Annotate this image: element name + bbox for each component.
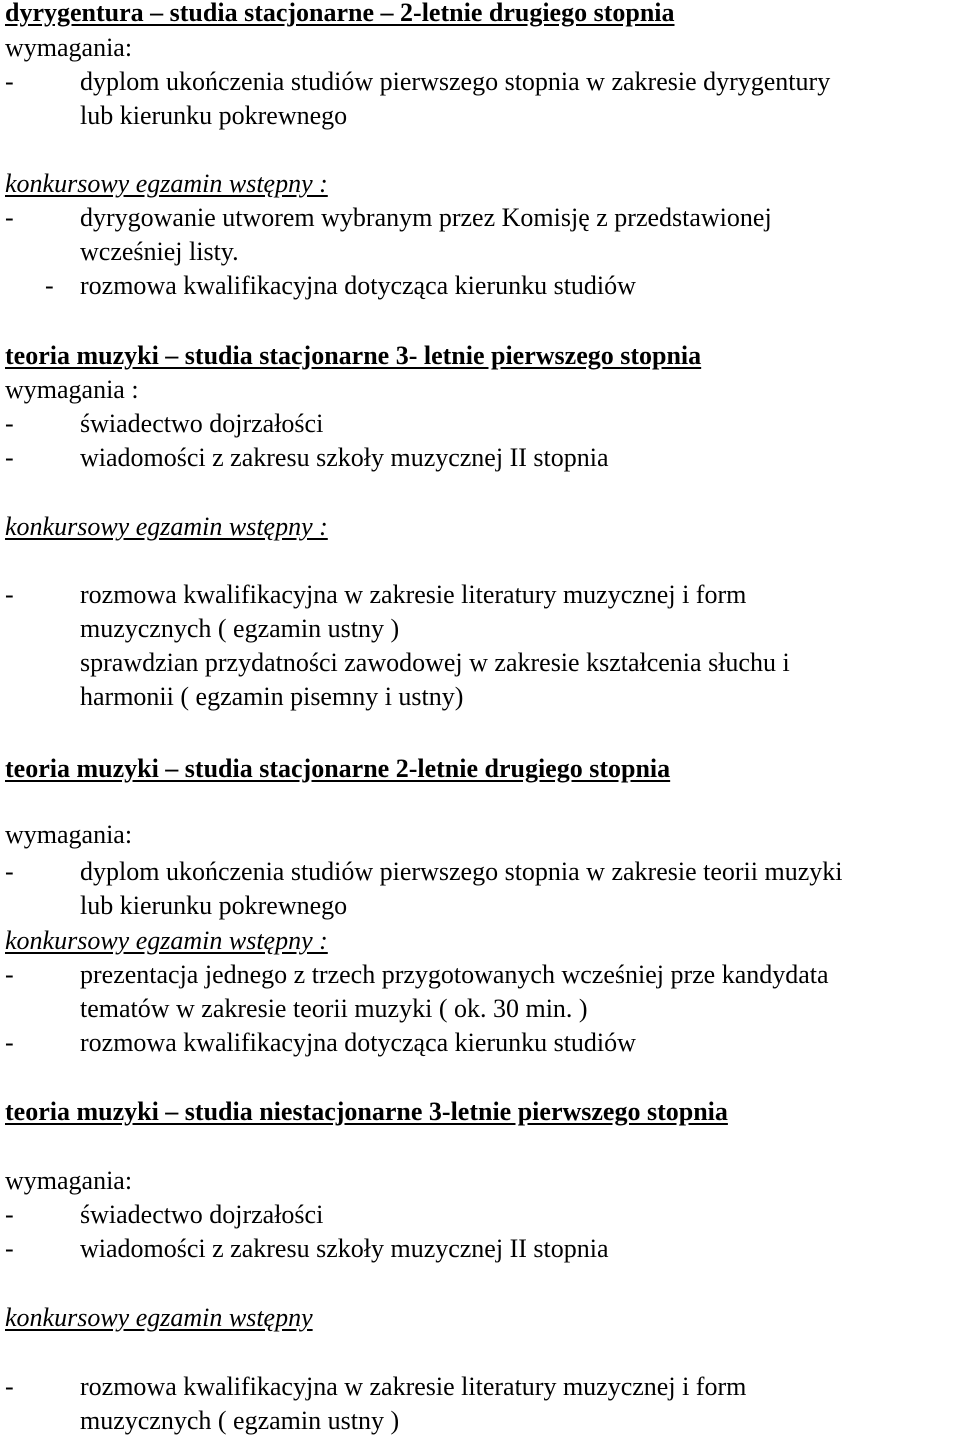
dash: - [5,443,14,472]
exam-item-text: rozmowa kwalifikacyjna dotycząca kierunku studiów [80,1028,636,1057]
dash: - [5,857,14,886]
requirement-text: wiadomości z zakresu szkoły muzycznej II stopnia [80,1234,609,1263]
section-heading-teoria-3-stacjonarne: teoria muzyki – studia stacjonarne 3- letnie pierwszego stopnia [5,341,702,370]
exam-label: konkursowy egzamin wstępny : [5,169,328,198]
exam-item-continuation: wcześniej listy. [80,237,239,266]
exam-item-continuation: harmonii ( egzamin pisemny i ustny) [80,682,464,711]
section-heading-teoria-2-stacjonarne: teoria muzyki – studia stacjonarne 2-letnie drugiego stopnia [5,754,671,783]
requirements-label: wymagania: [5,1166,133,1195]
exam-item-text: prezentacja jednego z trzech przygotowanych wcześniej prze kandydata [80,960,829,989]
exam-item-text: rozmowa kwalifikacyjna w zakresie literatury muzycznej i form [80,580,747,609]
dash: - [5,203,14,232]
section-heading-teoria-niestacjonarne: teoria muzyki – studia niestacjonarne 3-letnie pierwszego stopnia [5,1097,728,1126]
dash: - [5,409,14,438]
exam-item-text: rozmowa kwalifikacyjna dotycząca kierunku studiów [80,271,636,300]
exam-label: konkursowy egzamin wstępny : [5,926,328,955]
exam-item-continuation: muzycznych ( egzamin ustny ) [80,614,400,643]
dash: - [45,271,54,300]
requirements-label: wymagania: [5,33,133,62]
exam-item-continuation: sprawdzian przydatności zawodowej w zakresie kształcenia słuchu i [80,648,790,677]
requirement-text: wiadomości z zakresu szkoły muzycznej II stopnia [80,443,609,472]
dash: - [5,1372,14,1401]
exam-label: konkursowy egzamin wstępny [5,1303,313,1332]
requirements-label: wymagania : [5,375,139,404]
dash: - [5,1234,14,1263]
requirement-text: świadectwo dojrzałości [80,409,324,438]
dash: - [5,67,14,96]
requirement-continuation: lub kierunku pokrewnego [80,101,348,130]
exam-item-text: rozmowa kwalifikacyjna w zakresie literatury muzycznej i form [80,1372,747,1401]
requirement-text: dyplom ukończenia studiów pierwszego stopnia w zakresie teorii muzyki [80,857,843,886]
dash: - [5,580,14,609]
exam-label: konkursowy egzamin wstępny : [5,512,328,541]
exam-item-text: dyrygowanie utworem wybranym przez Komisję z przedstawionej [80,203,772,232]
exam-item-continuation: tematów w zakresie teorii muzyki ( ok. 30 min. ) [80,994,588,1023]
dash: - [5,960,14,989]
requirement-text: świadectwo dojrzałości [80,1200,324,1229]
exam-item-continuation: muzycznych ( egzamin ustny ) [80,1406,400,1435]
dash: - [5,1200,14,1229]
requirement-continuation: lub kierunku pokrewnego [80,891,348,920]
requirements-label: wymagania: [5,820,133,849]
section-heading-dyrygentura: dyrygentura – studia stacjonarne – 2-letnie drugiego stopnia [5,0,675,27]
dash: - [5,1028,14,1057]
requirement-text: dyplom ukończenia studiów pierwszego stopnia w zakresie dyrygentury [80,67,831,96]
